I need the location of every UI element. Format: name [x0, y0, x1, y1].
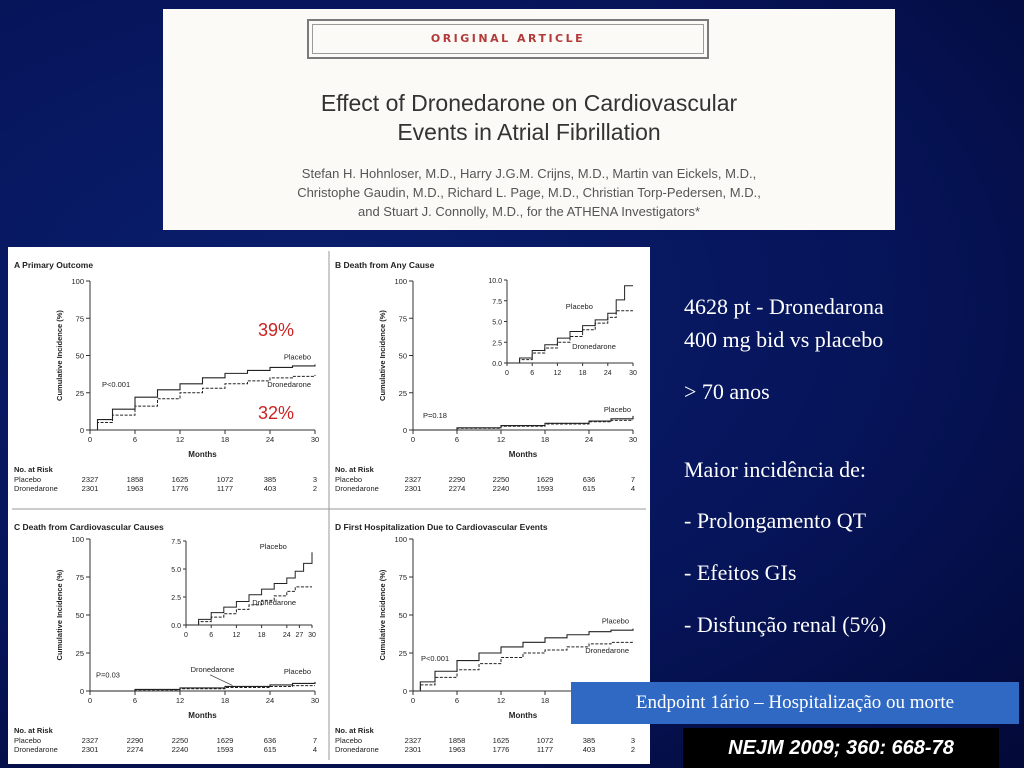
note-incidence-heading: Maior incidência de: [684, 457, 867, 482]
series-label-placebo: Placebo [283, 666, 311, 676]
risk-table-cell: 636 [582, 475, 596, 484]
x-tick-label: 24 [584, 435, 594, 444]
inset-y-tick-label: 7.5 [171, 539, 181, 546]
inset-series-label-dronedarone: Dronedarone [572, 341, 616, 351]
y-axis-label: Cumulative Incidence (%) [55, 569, 64, 661]
risk-table-cell: 1776 [492, 745, 510, 754]
risk-table-header: No. at Risk [14, 465, 53, 474]
y-tick-label: 75 [75, 573, 84, 582]
y-tick-label: 75 [398, 573, 407, 582]
risk-table-cell: 2327 [404, 475, 422, 484]
risk-table-cell: 1177 [216, 484, 234, 493]
x-axis-label: Months [188, 711, 217, 720]
series-label-dronedarone: Dronedarone [190, 664, 235, 674]
y-axis-label: Cumulative Incidence (%) [378, 310, 387, 401]
inset-series-label-placebo: Placebo [565, 302, 593, 312]
panel-title: D First Hospitalization Due to Cardiovascular Events [335, 522, 548, 532]
series-label-dronedarone: Dronedarone [585, 645, 629, 655]
risk-table-cell: 2301 [404, 745, 422, 754]
risk-table-row-label: Dronedarone [335, 484, 379, 493]
risk-table-cell: 2240 [171, 745, 189, 754]
risk-table-cell: 385 [263, 475, 277, 484]
series-line-dronedarone [90, 686, 315, 691]
risk-table-row-label: Dronedarone [14, 484, 58, 493]
risk-table-cell: 403 [582, 745, 596, 754]
p-value: P<0.001 [102, 379, 131, 389]
note-renal: - Disfunção renal (5%) [684, 612, 887, 637]
risk-table-cell: 2327 [81, 475, 99, 484]
risk-table-cell: 4 [312, 745, 318, 754]
x-tick-label: 30 [310, 696, 320, 705]
risk-table-cell: 1625 [171, 475, 189, 484]
inset-y-tick-label: 5.0 [171, 567, 181, 574]
original-article-label: ORIGINAL ARTICLE [430, 32, 586, 45]
risk-table-cell: 7 [312, 736, 318, 745]
risk-table-cell: 2 [630, 745, 636, 754]
y-tick-label: 100 [394, 535, 407, 544]
risk-table-cell: 1625 [492, 736, 510, 745]
risk-table-cell: 2274 [126, 745, 144, 754]
y-tick-label: 25 [75, 649, 84, 658]
annotation-dronedarone-percent: 32% [258, 403, 295, 423]
risk-table-cell: 636 [263, 736, 277, 745]
inset-x-tick-label: 18 [257, 632, 266, 639]
y-axis-label: Cumulative Incidence (%) [378, 569, 387, 661]
x-tick-label: 0 [410, 435, 416, 444]
risk-table-cell: 2327 [81, 736, 99, 745]
inset-x-tick-label: 24 [282, 632, 291, 639]
risk-table-cell: 1072 [216, 475, 234, 484]
risk-table-cell: 7 [630, 475, 636, 484]
series-label-placebo: Placebo [603, 404, 631, 414]
risk-table-cell: 2290 [126, 736, 144, 745]
x-tick-label: 0 [87, 435, 93, 444]
risk-table-cell: 2301 [404, 484, 422, 493]
y-tick-label: 100 [394, 277, 407, 286]
x-tick-label: 6 [132, 435, 138, 444]
inset-y-tick-label: 0.0 [492, 361, 502, 368]
note-qt: - Prolongamento QT [684, 508, 867, 533]
annotation-placebo-percent: 39% [258, 320, 295, 340]
inset-y-tick-label: 2.5 [492, 340, 502, 348]
x-tick-label: 0 [410, 696, 416, 705]
risk-table-cell: 1593 [536, 484, 554, 493]
y-tick-label: 75 [398, 314, 407, 324]
series-label-placebo: Placebo [283, 352, 311, 362]
risk-table-cell: 1963 [126, 484, 144, 493]
inset-y-tick-label: 0.0 [171, 623, 181, 630]
risk-table-cell: 1858 [126, 475, 144, 484]
inset-x-tick-label: 12 [553, 370, 562, 377]
inset-x-tick-label: 6 [209, 632, 214, 639]
risk-table-cell: 4 [630, 484, 636, 493]
x-tick-label: 30 [310, 435, 320, 444]
risk-table-cell: 1629 [216, 736, 234, 745]
inset-series-label-placebo: Placebo [259, 541, 287, 551]
risk-table-row-label: Placebo [335, 475, 363, 484]
risk-table-row-label: Placebo [335, 736, 363, 745]
article-title-line: Events in Atrial Fibrillation [397, 119, 661, 145]
inset-x-tick-label: 24 [603, 370, 612, 377]
x-tick-label: 18 [220, 435, 230, 444]
note-age: > 70 anos [684, 379, 770, 404]
note-population: 4628 pt - Dronedarona [684, 294, 884, 319]
x-axis-label: Months [188, 450, 217, 459]
x-tick-label: 12 [496, 696, 506, 705]
risk-table-cell: 3 [312, 475, 318, 484]
x-tick-label: 24 [265, 696, 275, 705]
risk-table-row-label: Placebo [14, 475, 42, 484]
risk-table-cell: 385 [582, 736, 596, 745]
authors-line: and Stuart J. Connolly, M.D., for the ATHENA Investigators* [358, 204, 700, 219]
y-tick-label: 25 [398, 649, 407, 658]
risk-table-cell: 2250 [492, 475, 510, 484]
inset-x-tick-label: 18 [578, 370, 587, 377]
x-axis-label: Months [508, 450, 538, 459]
y-axis-label: Cumulative Incidence (%) [55, 310, 64, 401]
risk-table-row-label: Placebo [14, 736, 42, 745]
risk-table-cell: 2301 [81, 745, 99, 754]
panel-a [14, 260, 319, 493]
x-tick-label: 18 [540, 435, 550, 444]
note-dosage: 400 mg bid vs placebo [684, 327, 884, 352]
inset-x-tick-label: 30 [629, 370, 637, 377]
x-tick-label: 18 [220, 696, 230, 705]
km-figure [8, 247, 650, 764]
y-tick-label: 25 [75, 388, 84, 398]
x-axis-label: Months [508, 711, 538, 720]
inset-x-tick-label: 6 [530, 370, 535, 377]
inset-y-tick-label: 10.0 [488, 278, 502, 285]
series-label-pointer [210, 675, 233, 686]
risk-table-header: No. at Risk [14, 726, 53, 735]
article-title-line: Effect of Dronedarone on Cardiovascular [320, 90, 738, 116]
reference-banner: NEJM 2009; 360: 668-78 [683, 728, 999, 768]
risk-table-header: No. at Risk [335, 726, 374, 735]
risk-table-cell: 1593 [216, 745, 234, 754]
risk-table-cell: 1072 [536, 736, 554, 745]
x-tick-label: 6 [454, 435, 460, 444]
y-tick-label: 25 [398, 388, 407, 398]
risk-table-row-label: Dronedarone [335, 745, 379, 754]
risk-table-cell: 1629 [536, 475, 554, 484]
risk-table-cell: 2 [312, 484, 318, 493]
risk-table-cell: 2274 [448, 484, 466, 493]
y-tick-label: 50 [75, 351, 84, 361]
inset-x-tick-label: 12 [232, 632, 241, 639]
endpoint-banner: Endpoint 1ário – Hospitalização ou morte [571, 682, 1019, 724]
series-label-dronedarone: Dronedarone [267, 379, 311, 389]
risk-table-cell: 615 [263, 745, 277, 754]
authors-line: Stefan H. Hohnloser, M.D., Harry J.G.M. Crijns, M.D., Martin van Eickels, M.D., [301, 166, 757, 181]
risk-table-cell: 1963 [448, 745, 466, 754]
inset-x-tick-label: 30 [308, 632, 316, 639]
x-tick-label: 0 [87, 696, 93, 705]
x-tick-label: 30 [628, 435, 638, 444]
risk-table-cell: 1776 [171, 484, 189, 493]
inset-x-tick-label: 0 [505, 370, 509, 377]
km-figure-svg [8, 247, 650, 764]
y-tick-label: 0 [402, 687, 407, 696]
y-tick-label: 50 [75, 611, 84, 620]
risk-table-header: No. at Risk [335, 465, 374, 474]
y-tick-label: 50 [398, 611, 407, 620]
x-tick-label: 6 [132, 696, 138, 705]
article-header [163, 9, 895, 230]
article-authors [163, 164, 895, 221]
panel-title: B Death from Any Cause [335, 260, 435, 270]
x-tick-label: 6 [454, 696, 460, 705]
risk-table-row-label: Dronedarone [14, 745, 58, 754]
panel-title: A Primary Outcome [14, 260, 94, 270]
x-tick-label: 12 [175, 435, 185, 444]
inset-x-tick-label: 0 [184, 632, 188, 639]
risk-table-cell: 403 [263, 484, 277, 493]
risk-table-cell: 2250 [171, 736, 189, 745]
y-tick-label: 0 [79, 687, 84, 696]
risk-table-cell: 3 [630, 736, 636, 745]
x-tick-label: 12 [175, 696, 185, 705]
risk-table-cell: 1858 [448, 736, 466, 745]
risk-table-cell: 615 [582, 484, 596, 493]
x-tick-label: 12 [496, 435, 506, 444]
inset-x-tick-label: 27 [295, 632, 304, 639]
y-tick-label: 50 [398, 351, 407, 361]
x-tick-label: 24 [265, 435, 275, 444]
risk-table-cell: 2290 [448, 475, 466, 484]
p-value: P=0.18 [423, 411, 447, 421]
inset-y-tick-label: 2.5 [171, 595, 181, 602]
y-tick-label: 0 [402, 426, 407, 435]
panel-c [14, 522, 320, 754]
panel-b [335, 260, 641, 493]
y-tick-label: 100 [71, 277, 84, 286]
risk-table-cell: 2240 [492, 484, 510, 493]
original-article-box [307, 19, 709, 59]
p-value: P=0.03 [96, 670, 120, 680]
risk-table-cell: 2301 [81, 484, 99, 493]
article-title [163, 89, 895, 147]
risk-table-cell: 1177 [536, 745, 554, 754]
authors-line: Christophe Gaudin, M.D., Richard L. Page, M.D., Christian Torp-Pedersen, M.D., [297, 185, 761, 200]
risk-table-cell: 2327 [404, 736, 422, 745]
y-tick-label: 75 [75, 314, 84, 324]
p-value: P<0.001 [421, 654, 450, 663]
inset-y-tick-label: 5.0 [492, 319, 502, 327]
y-tick-label: 0 [79, 426, 84, 435]
panel-title: C Death from Cardiovascular Causes [14, 522, 164, 532]
inset-series-label-dronedarone: Dronedarone [252, 597, 297, 607]
inset-y-tick-label: 7.5 [492, 298, 502, 306]
x-tick-label: 18 [540, 696, 550, 705]
series-label-placebo: Placebo [601, 616, 629, 626]
note-gi: - Efeitos GIs [684, 560, 797, 585]
y-tick-label: 100 [71, 535, 84, 544]
